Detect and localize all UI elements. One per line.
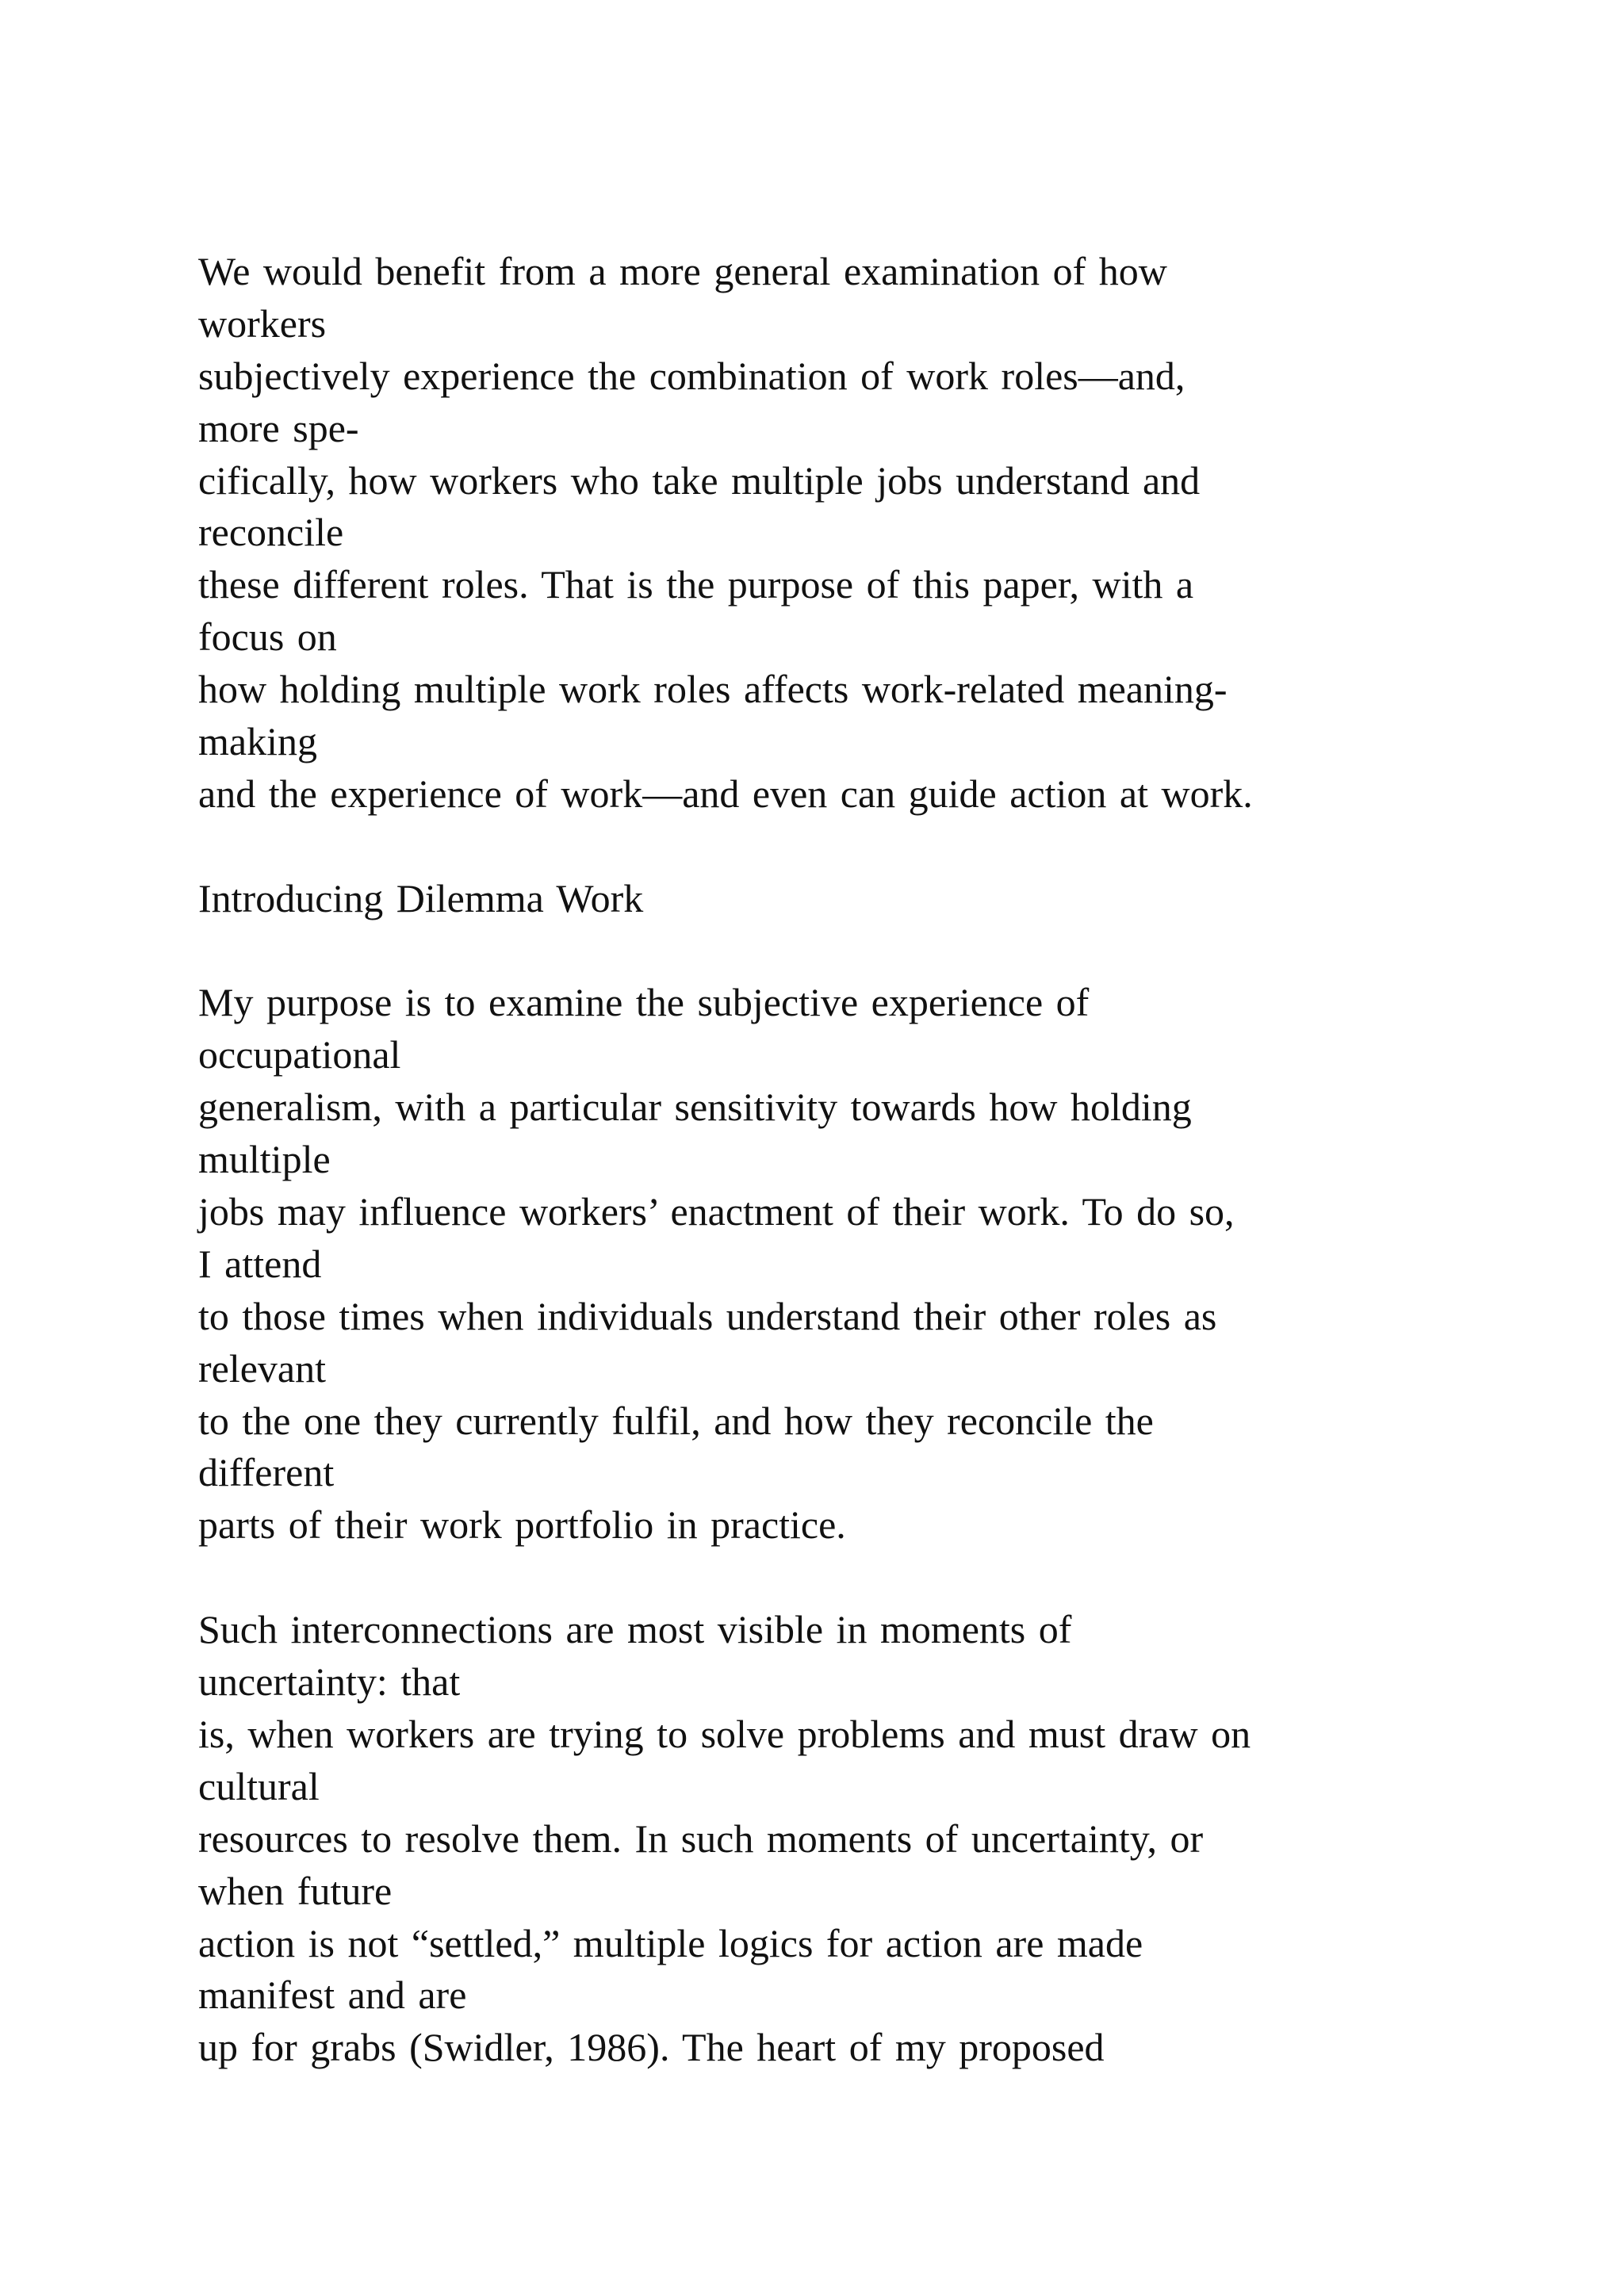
text-line: generalism, with a particular sensitivity towards how holding	[198, 1085, 1192, 1130]
text-line: subjectively experience the combination of work roles—and,	[198, 353, 1185, 398]
paragraph-spacer	[198, 1552, 1467, 1604]
text-line: making	[198, 719, 317, 764]
text-line: reconcile	[198, 510, 344, 555]
text-line: is, when workers are trying to solve problems and must draw on	[198, 1711, 1251, 1756]
text-line: cifically, how workers who take multiple jobs understand and	[198, 457, 1201, 503]
paragraph-3	[198, 1604, 1467, 2074]
text-line: these different roles. That is the purpose of this paper, with a	[198, 562, 1194, 607]
text-line: how holding multiple work roles affects work-related meaning-	[198, 667, 1228, 712]
text-line: different	[198, 1450, 335, 1495]
paragraph-spacer	[198, 925, 1467, 978]
text-line: multiple	[198, 1137, 331, 1182]
text-line: more spe-	[198, 405, 359, 450]
text-line: and the experience of work—and even can guide action at work.	[198, 771, 1253, 816]
text-line: We would benefit from a more general examination of how	[198, 249, 1167, 293]
text-line: I attend	[198, 1241, 322, 1286]
text-line: cultural	[198, 1763, 320, 1808]
paragraph-2	[198, 977, 1467, 1552]
text-line: Such interconnections are most visible in moments of	[198, 1607, 1072, 1652]
text-line: focus on	[198, 614, 337, 660]
text-line: manifest and are	[198, 1973, 467, 2018]
text-line: workers	[198, 300, 327, 346]
text-line: to those times when individuals understand their other roles as	[198, 1293, 1217, 1338]
text-line: when future	[198, 1868, 393, 1913]
text-line: to the one they currently fulfil, and how they reconcile the	[198, 1398, 1154, 1443]
document-body	[198, 246, 1467, 2074]
text-line: action is not “settled,” multiple logics for action are made	[198, 1920, 1143, 1965]
text-line: uncertainty: that	[198, 1659, 461, 1705]
text-line: relevant	[198, 1345, 327, 1391]
text-line: My purpose is to examine the subjective experience of	[198, 980, 1090, 1025]
text-line: resources to resolve them. In such moments of uncertainty, or	[198, 1816, 1204, 1861]
text-line: up for grabs (Swidler, 1986). The heart of my proposed	[198, 2025, 1105, 2070]
text-line: parts of their work portfolio in practice.	[198, 1502, 846, 1548]
text-line: jobs may influence workers’ enactment of their work. To do so,	[198, 1189, 1235, 1234]
section-heading: Introducing Dilemma Work	[198, 875, 644, 920]
text-line: occupational	[198, 1032, 401, 1077]
paragraph-1	[198, 246, 1467, 821]
paragraph-spacer	[198, 821, 1467, 873]
